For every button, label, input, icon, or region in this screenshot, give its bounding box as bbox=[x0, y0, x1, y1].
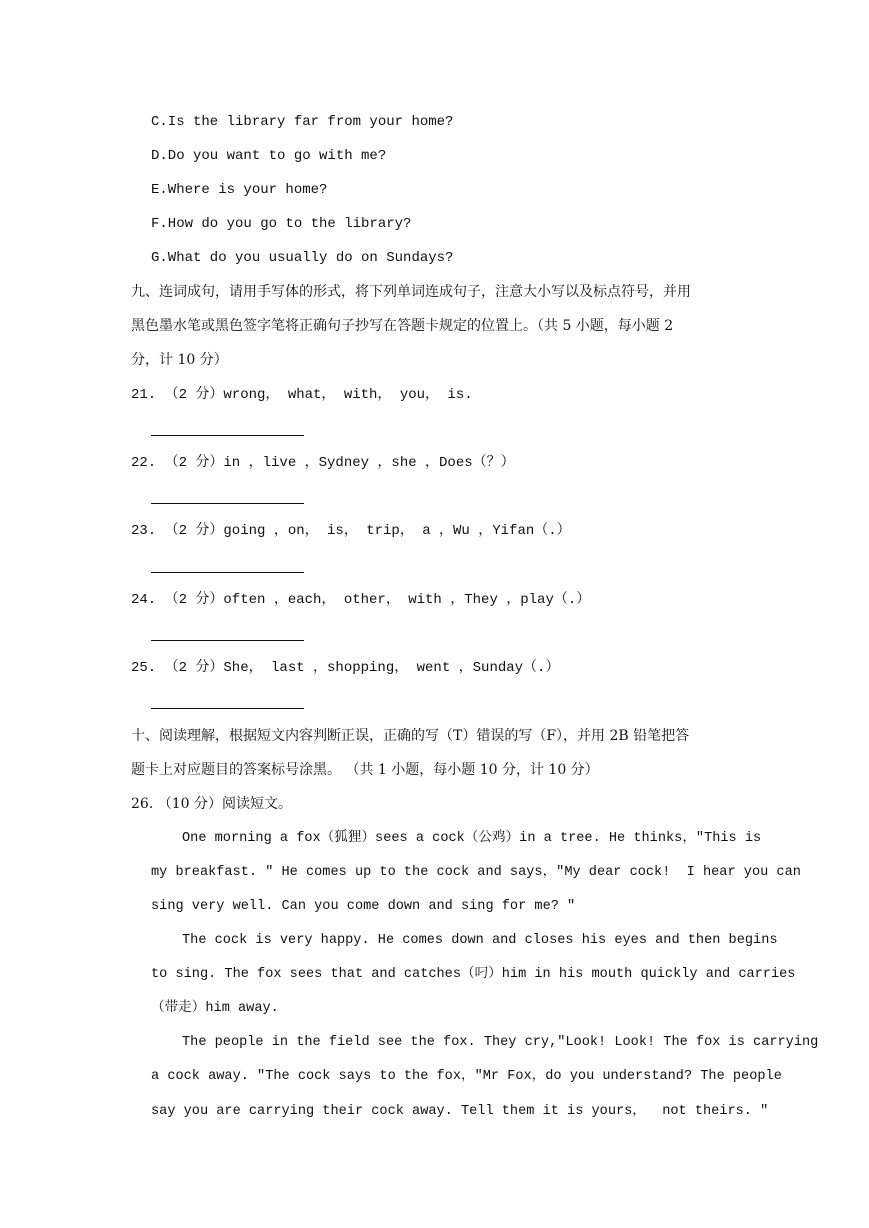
answer-blank-21[interactable] bbox=[151, 435, 304, 436]
question-22: 22. （2 分）in ，live ，Sydney ，she ，Does（？） bbox=[131, 455, 515, 471]
passage-line: One morning a fox（狐狸）sees a cock（公鸡）in a tree. He thinks，"This is bbox=[182, 831, 762, 846]
option-e: E.Where is your home? bbox=[151, 182, 328, 198]
section10-heading-line1: 十、阅读理解，根据短文内容判断正误，正确的写（T）错误的写（F），并用 2B 铅笔把答 bbox=[131, 728, 690, 744]
answer-blank-24[interactable] bbox=[151, 640, 304, 641]
passage-line: to sing. The fox sees that and catches（叼）him in his mouth quickly and carries bbox=[151, 967, 796, 982]
answer-blank-23[interactable] bbox=[151, 572, 304, 573]
passage-line: a cock away. "The cock says to the fox，"Mr Fox，do you understand? The people bbox=[151, 1069, 782, 1084]
section9-heading-line1: 九、连词成句，请用手写体的形式，将下列单词连成句子，注意大小写以及标点符号，并用 bbox=[131, 284, 691, 300]
question-25: 25. （2 分）She， last ，shopping， went ，Sunday（.） bbox=[131, 660, 560, 676]
question-24: 24. （2 分）often ，each， other， with ，They ，play（.） bbox=[131, 592, 591, 608]
option-c: C.Is the library far from your home? bbox=[151, 114, 454, 130]
section9-heading-line3: 分，计 10 分） bbox=[131, 352, 228, 368]
answer-blank-22[interactable] bbox=[151, 503, 304, 504]
question-26-title: 26. （10 分）阅读短文。 bbox=[131, 796, 292, 812]
question-23: 23. （2 分）going ，on， is， trip， a ，Wu ，Yifan（.） bbox=[131, 523, 571, 539]
passage-line: （带走）him away. bbox=[151, 1001, 279, 1016]
section9-heading-line2: 黑色墨水笔或黑色签字笔将正确句子抄写在答题卡规定的位置上。（共 5 小题，每小题 2 bbox=[131, 318, 674, 334]
option-g: G.What do you usually do on Sundays? bbox=[151, 250, 454, 266]
passage-line: say you are carrying their cock away. Tell them it is yours， not theirs. " bbox=[151, 1104, 769, 1119]
passage-line: The cock is very happy. He comes down and closes his eyes and then begins bbox=[182, 933, 778, 948]
passage-line: sing very well. Can you come down and sing for me? " bbox=[151, 899, 576, 914]
passage-line: The people in the field see the fox. They cry,"Look! Look! The fox is carrying bbox=[182, 1035, 819, 1050]
passage-line: my breakfast. " He comes up to the cock and says，"My dear cock! I hear you can bbox=[151, 865, 801, 880]
option-f: F.How do you go to the library? bbox=[151, 216, 412, 232]
option-d: D.Do you want to go with me? bbox=[151, 148, 387, 164]
question-21: 21. （2 分）wrong， what， with， you， is. bbox=[131, 387, 473, 403]
section10-heading-line2: 题卡上对应题目的答案标号涂黑。 （共 1 小题，每小题 10 分，计 10 分） bbox=[131, 762, 599, 778]
answer-blank-25[interactable] bbox=[151, 708, 304, 709]
